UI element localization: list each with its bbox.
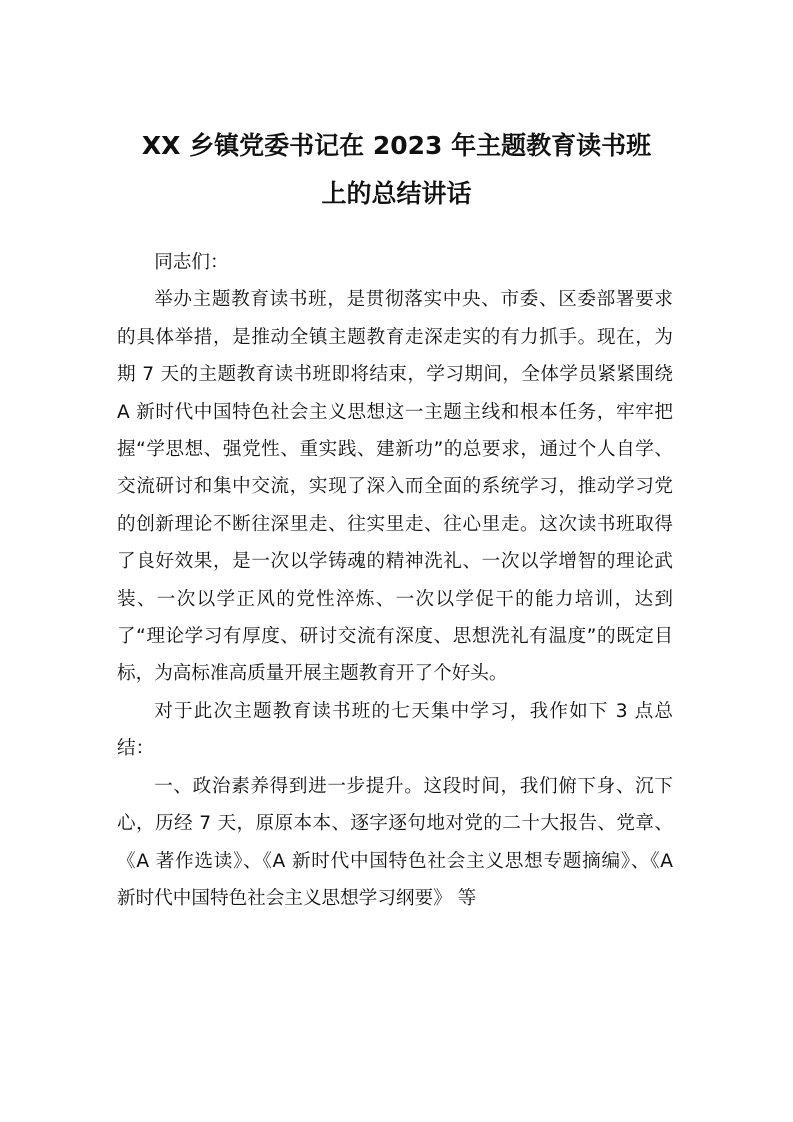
- title-line-1: XX 乡镇党委书记在 2023 年主题教育读书班: [141, 131, 652, 160]
- paragraph-intro: 举办主题教育读书班，是贯彻落实中央、市委、区委部署要求的具体举措，是推动全镇主题教育走深走实的有力抓手。现在，为期 7 天的主题教育读书班即将结束，学习期间，全体学员紧紧围绕 A 新时代中国特色社会主义思想这一主题主线和根本任务，牢牢把握“学思想、强党性、重实践、建新功”的总要求，通过个人自学、交流研讨和集中交流，实现了深入而全面的系统学习，推动学习党的创新理论不断往深里走、往实里走、往心里走。这次读书班取得了良好效果，是一次以学铸魂的精神洗礼、一次以学增智的理论武装、一次以学正风的党性淬炼、一次以学促干的能力培训，达到了“理论学习有厚度、研讨交流有深度、思想洗礼有温度”的既定目标，为高标准高质量开展主题教育开了个好头。: [117, 289, 673, 685]
- salutation: 同志们：: [154, 252, 229, 273]
- title-line-2: 上的总结讲话: [321, 179, 472, 208]
- paragraph-point-one: 一、政治素养得到进一步提升。这段时间，我们俯下身、沉下心，历经 7 天，原原本本、逐字逐句地对党的二十大报告、党章、《A 著作选读》、《A 新时代中国特色社会主义思想专题摘编》、《A 新时代中国特色社会主义思想学习纲要》 等: [117, 775, 673, 909]
- paragraph-summary-lead: 对于此次主题教育读书班的七天集中学习，我作如下 3 点总结：: [117, 700, 673, 760]
- document-body: [117, 244, 673, 917]
